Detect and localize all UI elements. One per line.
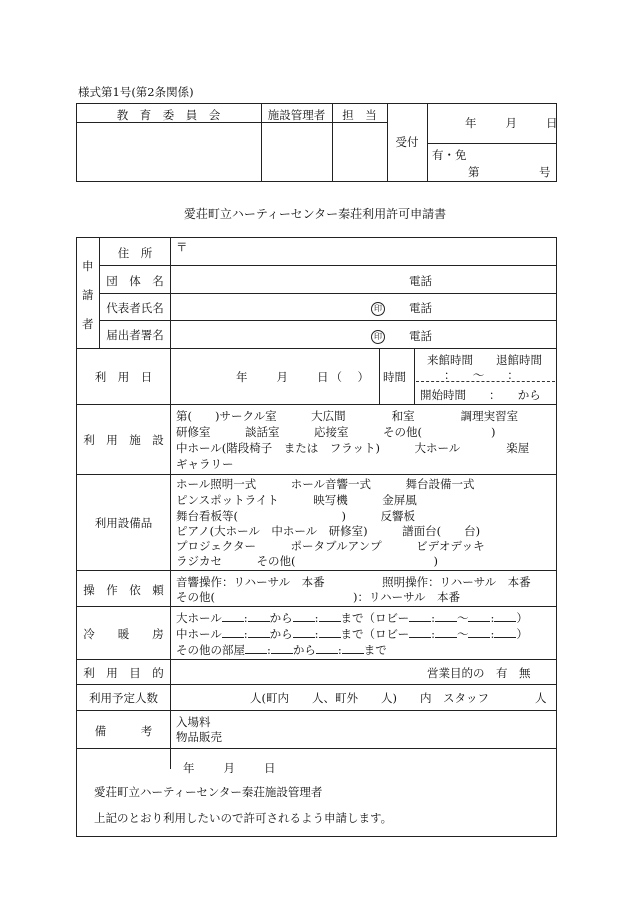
- equipment-line[interactable]: ラジカセ その他( ): [176, 554, 438, 568]
- operation-line-1[interactable]: 音響操作：リハーサル 本番 照明操作：リハーサル 本番: [176, 575, 531, 589]
- receipt-date: 年 月 日: [465, 116, 560, 130]
- address-field[interactable]: [171, 238, 556, 264]
- purpose-label: 利 用 目 的: [83, 666, 164, 680]
- postal-mark: 〒: [176, 240, 188, 254]
- staff-label: 担 当: [342, 108, 377, 122]
- commercial-purpose[interactable]: 営業目的の 有 無: [427, 666, 531, 680]
- rep-label: 代表者氏名: [106, 301, 164, 315]
- equipment-line[interactable]: 舞台看板等( ) 反響板: [176, 509, 415, 523]
- rep-field[interactable]: [171, 294, 556, 319]
- form-title: 愛荘町立ハーティーセンター秦荘利用許可申請書: [183, 207, 447, 221]
- remarks-label: 備 考: [94, 724, 153, 738]
- equipment-line[interactable]: ピアノ(大ホール 中ホール 研修室) 譜面台( 台): [176, 524, 481, 538]
- time-label: 時間: [383, 370, 406, 384]
- aircon-row-mid-hall[interactable]: 中ホール : から : まで（ロビー : ～ : ）: [176, 627, 528, 641]
- applicant-group-label-1: 申: [82, 259, 94, 273]
- facility-label: 利 用 施 設: [83, 433, 164, 447]
- address-label: 住 所: [117, 246, 153, 260]
- rep-tel-label: 電話: [409, 301, 432, 315]
- reception-label: 受付: [395, 135, 419, 149]
- equipment-label: 利用設備品: [94, 516, 153, 530]
- headcount-text[interactable]: 人(町内 人、町外 人) 内 スタッフ 人: [250, 691, 547, 705]
- equipment-line[interactable]: ホール照明一式 ホール音響一式 舞台設備一式: [176, 477, 475, 491]
- filer-seal-icon: 印: [371, 328, 385, 344]
- open-close-range[interactable]: ： ～ ：: [444, 368, 519, 382]
- filer-label: 届出者署名: [106, 328, 164, 342]
- statement: 上記のとおり利用したいので許可されるよう申請します。: [94, 811, 393, 825]
- form-number: 様式第1号(第2条関係): [78, 85, 194, 99]
- use-date-text[interactable]: 年 月 日（ ）: [236, 370, 371, 384]
- addressee: 愛荘町立ハーティーセンター秦荘施設管理者: [94, 785, 323, 799]
- equipment-line[interactable]: ピンスポットライト 映写機 金屏風: [176, 493, 417, 507]
- facility-line[interactable]: 研修室 談話室 応接室 その他( ): [176, 425, 496, 439]
- remarks-line-1[interactable]: 入場料: [176, 715, 211, 729]
- receipt-no-suffix: 号: [539, 165, 551, 179]
- board-label: 教 育 委 員 会: [116, 108, 221, 122]
- open-close-label: 来館時間 退館時間: [427, 353, 542, 367]
- facility-line[interactable]: 中ホール(階段椅子 または フラット) 大ホール 楽屋: [176, 441, 530, 455]
- org-field[interactable]: [171, 266, 556, 292]
- filer-field[interactable]: [171, 321, 556, 347]
- manager-label: 施設管理者: [267, 108, 326, 122]
- org-tel-label: 電話: [409, 274, 432, 288]
- operation-label: 操 作 依 頼: [83, 583, 164, 597]
- application-date[interactable]: 年 月 日: [183, 761, 278, 775]
- receipt-no-prefix: 第: [468, 165, 480, 179]
- permit-type: 有・免: [432, 148, 467, 162]
- headcount-label: 利用予定人数: [89, 691, 158, 705]
- facility-line[interactable]: 第( )サークル室 大広間 和室 調理実習室: [176, 409, 519, 423]
- use-date-label: 利 用 日: [94, 370, 153, 384]
- remarks-line-2[interactable]: 物品販売: [176, 730, 222, 744]
- facility-line[interactable]: ギャラリー: [176, 457, 234, 471]
- org-label: 団 体 名: [106, 274, 164, 288]
- filer-tel-label: 電話: [409, 329, 432, 343]
- equipment-line[interactable]: プロジェクター ポータブルアンプ ビデオデッキ: [176, 539, 485, 553]
- start-time[interactable]: 開始時間 ： から: [420, 388, 541, 402]
- aircon-label: 冷 暖 房: [83, 627, 164, 641]
- rep-seal-icon: 印: [371, 300, 385, 316]
- aircon-row-main-hall[interactable]: 大ホール : から : まで（ロビー : ～ : ）: [176, 611, 528, 625]
- applicant-group-label-3: 者: [82, 317, 94, 331]
- aircon-row-other[interactable]: その他の部屋 : から : まで: [176, 643, 387, 657]
- applicant-group-label-2: 請: [82, 288, 94, 302]
- operation-line-2[interactable]: その他( )：リハーサル 本番: [176, 590, 461, 604]
